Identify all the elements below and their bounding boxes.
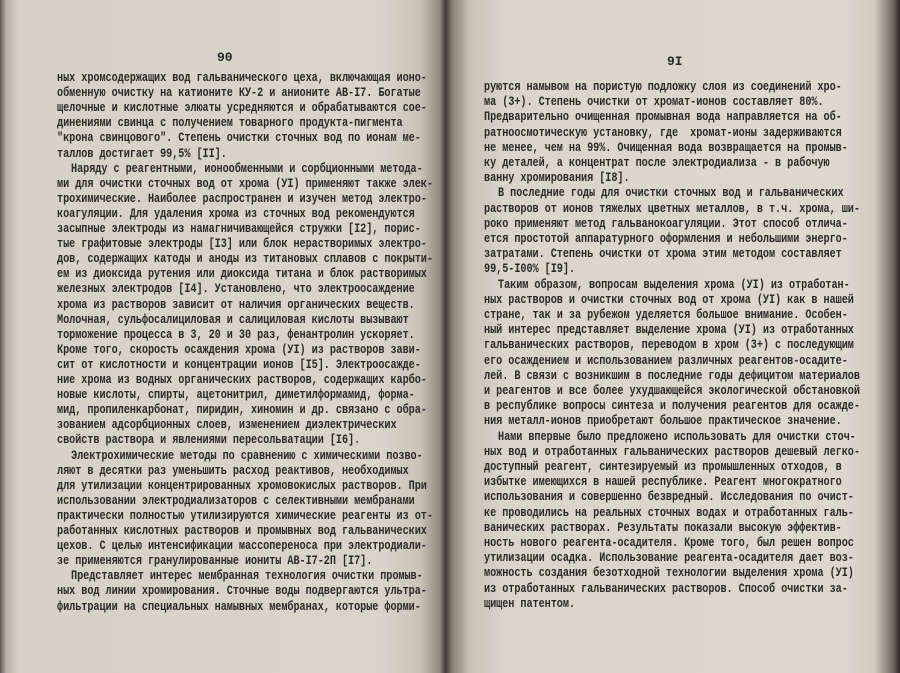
- text-line: ванических растворах. Результаты показали высокую эффектив-: [484, 521, 842, 536]
- text-line: щелочные и кислотные элюаты усредняются и обрабатываются сое-: [57, 102, 427, 116]
- text-line: ма (3+). Степень очистки от хромат-ионов составляет 80%.: [484, 96, 824, 110]
- text-line: фильтрации на специальных намывных мембранах, которые форми-: [57, 600, 421, 615]
- left-page: [0, 0, 445, 673]
- text-line: ку деталей, а концентрат после электродиализа - в рабочую: [484, 157, 830, 171]
- text-line: тые графитовые электроды [I3] или блок нерастворимых электро-: [57, 238, 427, 252]
- text-line: Кроме того, скорость осаждения хрома (УI) из растворов зави-: [57, 343, 421, 358]
- text-line: Молочная, сульфосалициловая и салициловая кислоты вызывают: [57, 313, 409, 328]
- text-line: роко применяют метод гальванокоагуляции. Этот способ отлича-: [484, 217, 848, 232]
- text-line: новые кислоты, спирты, ацетонитрил, диметилформамид, форма-: [57, 389, 415, 403]
- text-line: ных растворов и очистки сточных вод от хрома (УI) как в нашей: [484, 293, 854, 308]
- text-line: Наряду с реагентными, ионообменными и сорбционными метода-: [71, 162, 423, 177]
- text-line: цехов. С целью интенсификации массопереноса при электродиали-: [57, 540, 427, 554]
- text-line: щищен патентом.: [484, 597, 575, 612]
- text-line: ных хромсодержащих вод гальванического цеха, включающая ионо-: [57, 72, 427, 86]
- text-line: дов, содержащих катоды и аноды из титановых сплавов с покрыти-: [57, 253, 433, 267]
- page-number: 9I: [667, 54, 683, 69]
- text-line: ния металл-ионов приобретают большое практическое значение.: [484, 415, 842, 430]
- text-line: ние хрома из водных органических растворов, содержащих карбо-: [57, 374, 427, 388]
- text-line: хрома из растворов зависит от наличия органических веществ.: [57, 298, 415, 313]
- text-line: из отработанных гальванических растворов. Способ очистки за-: [484, 582, 848, 597]
- text-line: железных электродов [I4]. Установлено, что электроосаждение: [57, 283, 415, 298]
- text-line: свойств раствора и явлениями пересольватации [I6].: [57, 434, 361, 449]
- text-line: и реагентов и все более ухудшающейся экологической обстановкой: [484, 385, 860, 399]
- text-line: затратами. Степень очистки от хрома этим методом составляет: [484, 248, 842, 262]
- text-line: в республике вопросы синтеза и получения реагентов для осажде-: [484, 400, 860, 414]
- text-line: ми для очистки сточных вод от хрома (УI) применяют также элек-: [57, 177, 433, 192]
- text-line: Таким образом, вопросам выделения хрома (УI) из отработан-: [498, 278, 850, 293]
- text-line: ратноосмотическую установку, где хромат-ионы задерживаются: [484, 126, 842, 141]
- text-line: мид, пропиленкарбонат, пиридин, хиномин и др. связано с обра-: [57, 404, 427, 418]
- text-line: ный интерес представляет выделение хрома (УI) из отработанных: [484, 324, 854, 338]
- text-line: ем из диоксида рутения или диоксида титана и блок растворимых: [57, 268, 427, 283]
- text-line: Представляет интерес мембранная технология очистки промыв-: [71, 570, 423, 585]
- text-line: трохимические. Наиболее распространен и изучен метод электро-: [57, 192, 427, 207]
- text-line: доступный реагент, синтезируемый из промышленных отходов, в: [484, 461, 842, 475]
- text-line: использования и совершенно безвредный. Исследования по очист-: [484, 491, 854, 506]
- right-page: [445, 0, 900, 673]
- text-line: не менее, чем на 99%. Очищенная вода возвращается на промыв-: [484, 141, 848, 156]
- text-line: ность нового реагента-осадителя. Кроме того, был решен вопрос: [484, 537, 854, 551]
- text-line: практически полностью утилизируются химические реагенты из от-: [57, 509, 433, 524]
- text-line: ется простотой аппаратурного оформления и небольшими энерго-: [484, 233, 848, 247]
- text-line: для утилизации концентрированных хромовокислых растворов. При: [57, 479, 427, 494]
- text-line: 99,5-I00% [I9].: [484, 263, 575, 278]
- text-line: гальванических растворов, переводом в хром (3+) с последующим: [484, 339, 854, 354]
- text-line: избытке имеющихся в нашей республике. Реагент многократного: [484, 476, 842, 490]
- text-line: динениями свинца с получением товарного продукта-пигмента: [57, 117, 403, 132]
- text-line: засыпные электроды из намагничивающейся стружки [I2], порис-: [57, 223, 421, 237]
- text-line: руются намывом на пористую подложку слоя из соединений хро-: [484, 81, 842, 95]
- text-line: ных вод линии хромирования. Сточные воды подвергаются ультра-: [57, 585, 427, 600]
- text-line: Нами впервые было предложено использовать для очистки сточ-: [498, 430, 856, 445]
- text-line: обменную очистку на катионите КУ-2 и анионите АВ-I7. Богатые: [57, 87, 421, 101]
- text-line: использовании электродиализаторов с селективными мембранами: [57, 494, 415, 509]
- text-line: ных вод и отработанных гальванических растворов дешевый легко-: [484, 445, 860, 460]
- text-line: можность создания безотходной технологии выделения хрома (УI): [484, 567, 854, 582]
- text-line: ляют в десятки раз уменьшить расход реактивов, необходимых: [57, 464, 409, 479]
- text-line: растворов от ионов тяжелых цветных металлов, в т.ч. хрома, ши-: [484, 202, 860, 217]
- text-line: лей. В связи с возникшим в последние годы дефицитом материалов: [484, 369, 860, 384]
- text-line: зе применяются гранулированные иониты АВ-I7-2П [I7].: [57, 555, 373, 569]
- text-line: работанных кислотных растворов и промывных вод гальванических: [57, 525, 427, 539]
- text-line: Предварительно очищенная промывная вода направляется на об-: [484, 111, 842, 126]
- text-line: "крона свинцового". Степень очистки сточных вод по ионам ме-: [57, 132, 421, 147]
- text-line: торможение процесса в 3, 20 и 30 раз, фенантролин ускоряет.: [57, 328, 415, 343]
- text-line: стране, так и за рубежом уделяется большое внимание. Особен-: [484, 309, 848, 323]
- text-line: таллов достигает 99,5% [II].: [57, 147, 227, 162]
- text-line: ке проводились на реальных сточных водах и отработанных галь-: [484, 506, 854, 521]
- text-line: ванну хромирования [I8].: [484, 172, 630, 186]
- text-line: его осаждением и использованием различных реагентов-осадите-: [484, 354, 848, 369]
- text-line: Электрохимические методы по сравнению с химическими позво-: [71, 449, 423, 464]
- text-line: зованием адсорбционных слоев, изменением диэлектрических: [57, 419, 397, 434]
- text-line: утилизации осадка. Использование реагента-осадителя дает воз-: [484, 552, 854, 566]
- text-line: коагуляции. Для удаления хрома из сточных вод рекомендуются: [57, 207, 415, 222]
- text-line: сит от кислотности и концентрации ионов [I5]. Электроосажде-: [57, 358, 421, 373]
- page-number: 90: [217, 50, 233, 65]
- text-line: В последние годы для очистки сточных вод и гальванических: [498, 187, 844, 202]
